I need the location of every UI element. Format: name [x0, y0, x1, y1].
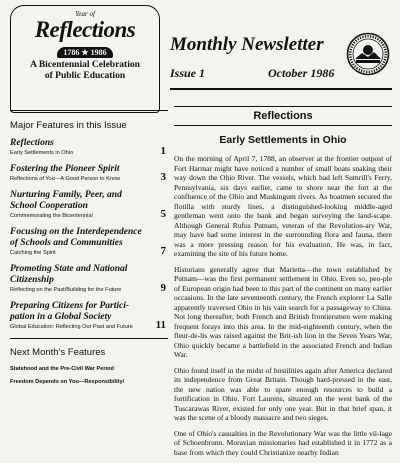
logo-title: Reflections: [34, 17, 136, 42]
next-month-item: Freedom Depends on You—Responsibility/: [10, 379, 125, 385]
article-column: [174, 106, 392, 463]
article-paragraph: Historians generally agree that Marietta—the town established by Putnam—was the first permanent settlement in Ohio. Even so, peo-ple of European origin had been to this part of the continent on many earlier occasions. In the late seventeenth century, the French explorer La Salle apparently traversed Ohio in his vain search for a passageway to China. Not long thereafter, both French and British frontiersmen were making frequent forays into this area. In the mid-eighteenth century, when the fleur-de-lis was raised against the Brit-ish lion in the Seven Years War, Ohio quickly became a battlefield in the associated French and Indian War.: [174, 264, 392, 359]
toc-item: [10, 227, 168, 257]
header-divider: [170, 88, 392, 90]
toc-item-title: Fostering the Pioneer Spirit: [10, 164, 120, 174]
toc-item-title: Reflections: [10, 138, 54, 148]
toc-item-title: Promoting State and National Citizenship: [10, 264, 128, 285]
state-seal-icon: [346, 32, 390, 76]
logo-tagline-line1: A Bicentennial Celebration: [30, 60, 140, 70]
toc-item-page: 11: [155, 319, 166, 331]
article-paragraph: Ohio found itself in the midst of hostilities again after America declared its independence from Great Britain. Though hard-pressed in the east, the new nation was able to spare enough resources to build a fortification in Ohio. Fort Laurens, situated on the west bank of the Tuscarawas River, existed for only one year. But in that brief span, it was the scene of a bloody massacre and two sieges.: [174, 365, 392, 422]
toc-item-page: 7: [160, 245, 166, 257]
toc-item-title: Preparing Citizens for Partici-pation in a Global Society: [10, 301, 130, 322]
year-of-reflections-logo: [10, 5, 160, 113]
contents-divider: [10, 110, 168, 111]
section-heading: Reflections: [174, 106, 392, 126]
toc-item: [10, 301, 168, 331]
toc-item-page: 5: [160, 208, 166, 220]
toc-item-subtitle: Early Settlements in Ohio: [10, 150, 74, 156]
logo-tagline-line2: of Public Education: [44, 71, 126, 81]
article-paragraph: One of Ohio's casualties in the Revolutionary War was the little vil-lage of Schoenbrunn. Moravian missionaries had established it in 1772 as a base from which they could Christianize nearby Indian: [174, 428, 392, 457]
toc-item-page: 1: [160, 145, 166, 157]
contents-heading: Major Features in this Issue: [10, 120, 127, 131]
contents-column: [10, 110, 168, 392]
article-paragraph: On the morning of April 7, 1788, an observer at the frontier outpost of Fort Harmar might have noticed a number of small boats snaking their way down the Ohio River. The vessels, which had left Sumrill's Ferry, Pennsylvania, six days earlier, came to shore near the fort at the confluence of the Ohio and Muskingum rivers. As boatmen secured the flotilla with sturdy lines, a distinguished-looking middle-aged gentleman went onto the bank and began surveying the land-scape. Although General Rufus Putnam, veteran of the Revolution-ary War, may have had some interest in the surrounding flora and fauna, there was a more pressing reason for his evaluation. He was, in fact, examining the site of his future home.: [174, 154, 392, 258]
logo-year-of: Year of: [75, 10, 95, 18]
toc-item: [10, 264, 168, 294]
newsletter-title: Monthly Newsletter: [170, 34, 324, 55]
toc-item-subtitle: Catching the Spirit: [10, 250, 56, 256]
issue-date: October 1986: [268, 66, 335, 80]
next-month-item: Statehood and the Pre-Civil War Period: [10, 366, 114, 372]
next-month-heading: Next Month's Features: [10, 347, 106, 358]
toc-item: [10, 190, 168, 220]
toc-item: [10, 164, 168, 183]
toc-item-subtitle: Commemorating the Bicentennial: [10, 213, 93, 219]
toc-item-title: Focusing on the Interdependence of Schools and Communities: [10, 227, 142, 248]
article-headline: Early Settlements in Ohio: [219, 134, 347, 146]
toc-item-subtitle: Reflections of You—A Good Person to Know: [10, 176, 121, 182]
next-month-divider: [10, 338, 168, 339]
toc-item-page: 3: [160, 171, 166, 183]
logo-years-banner: 1786 ★ 1986: [57, 47, 112, 58]
toc-item-page: 9: [160, 282, 166, 294]
toc-item: [10, 138, 168, 157]
toc-item-subtitle: Reflecting on the Past/Building for the Future: [10, 287, 122, 293]
issue-number: Issue 1: [170, 66, 206, 80]
toc-item-title: Nurturing Family, Peer, and School Cooperation: [10, 190, 122, 211]
toc-item-subtitle: Global Education: Reflecting Our Past and Future: [10, 324, 133, 330]
